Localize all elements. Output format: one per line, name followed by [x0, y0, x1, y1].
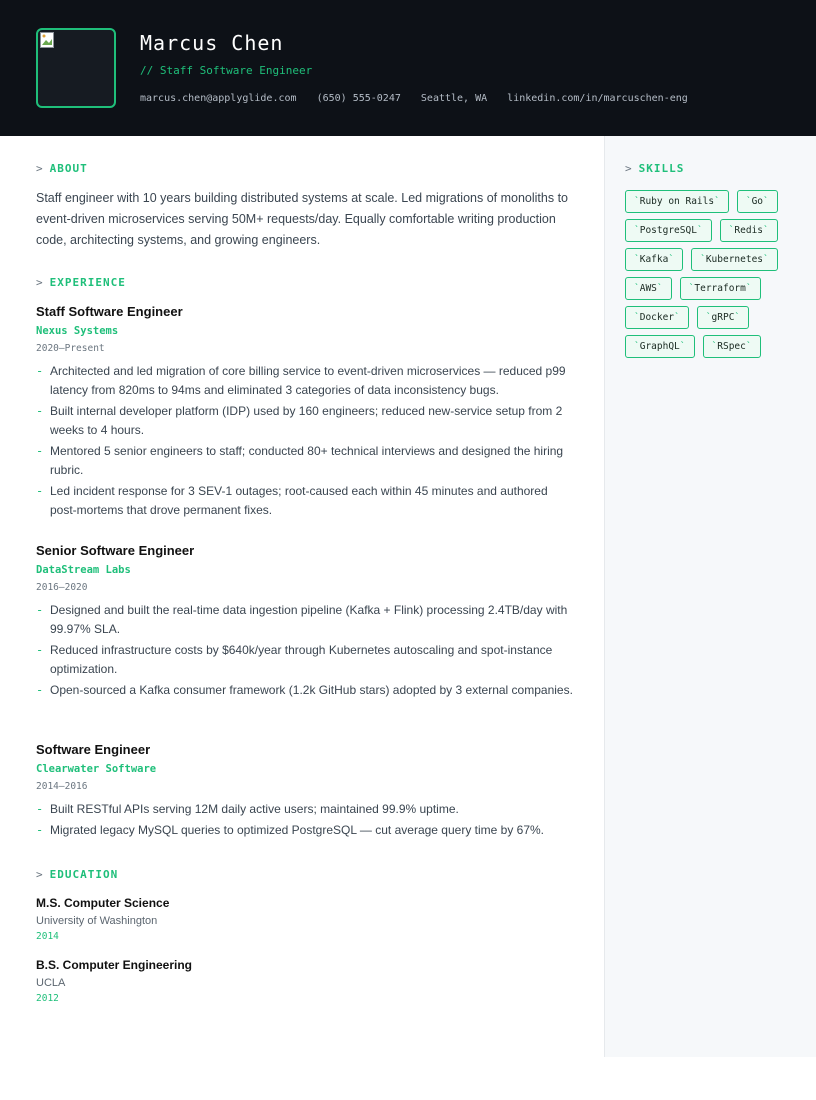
bullet-item: [36, 442, 576, 480]
skill-tag: `Docker`: [625, 306, 689, 329]
prompt-glyph: >: [625, 162, 633, 175]
skill-tag: `Kubernetes`: [691, 248, 778, 271]
bullet-text: Migrated legacy MySQL queries to optimized PostgreSQL — cut average query time by 67%.: [50, 823, 545, 837]
dash-icon: -: [36, 802, 44, 816]
job-title: Staff Software Engineer: [36, 304, 183, 319]
job-entry: [36, 742, 576, 842]
bullet-text: Open-sourced a Kafka consumer framework (1.2k GitHub stars) adopted by 3 external companies.: [50, 683, 573, 697]
bullet-text: Reduced infrastructure costs by $640k/year through Kubernetes autoscaling and spot-instance optimization.: [50, 643, 553, 676]
job-company: Nexus Systems: [36, 325, 119, 337]
skill-tag: `Ruby on Rails`: [625, 190, 729, 213]
edu-school: UCLA: [36, 977, 66, 989]
dash-icon: -: [36, 603, 44, 617]
edu-year: 2014: [36, 931, 59, 942]
bullet-item: [36, 821, 576, 840]
skill-tag: `GraphQL`: [625, 335, 695, 358]
bullet-item: [36, 402, 576, 440]
sidebar: [604, 136, 816, 1057]
education-entry: [36, 896, 576, 942]
bullet-text: Built RESTful APIs serving 12M daily active users; maintained 99.9% uptime.: [50, 802, 459, 816]
edu-school: University of Washington: [36, 915, 158, 927]
section-label: EXPERIENCE: [49, 276, 126, 289]
skill-tag: `Terraform`: [680, 277, 761, 300]
bullet-text: Architected and led migration of core billing service to event-driven microservices — reduced p99 latency from 820ms to 94ms and eliminated 3 categories of data inconsistency bugs.: [50, 364, 566, 397]
job-dates: 2016–2020: [36, 582, 88, 593]
candidate-role: // Staff Software Engineer: [140, 64, 313, 77]
bullet-item: [36, 800, 576, 819]
job-dates: 2014–2016: [36, 781, 88, 792]
contact-linkedin[interactable]: linkedin.com/in/marcuschen-eng: [507, 93, 688, 104]
job-entry: [36, 543, 576, 702]
prompt-glyph: >: [36, 276, 44, 289]
job-entry: [36, 304, 576, 522]
skills-list: [625, 190, 795, 358]
section-label: EDUCATION: [49, 868, 119, 881]
job-dates: 2020–Present: [36, 343, 105, 354]
contact-email[interactable]: marcus.chen@applyglide.com: [140, 93, 297, 104]
dash-icon: -: [36, 404, 44, 418]
section-title-education: [36, 868, 118, 881]
edu-degree: B.S. Computer Engineering: [36, 958, 193, 972]
dash-icon: -: [36, 484, 44, 498]
prompt-glyph: >: [36, 162, 44, 175]
section-title-skills: [625, 162, 684, 175]
job-company: Clearwater Software: [36, 763, 157, 775]
profile-photo: [36, 28, 116, 108]
edu-year: 2012: [36, 993, 59, 1004]
skill-tag: `Redis`: [720, 219, 778, 242]
section-title-experience: [36, 276, 126, 289]
candidate-name: Marcus Chen: [140, 31, 284, 55]
broken-image-icon: [40, 32, 54, 48]
edu-degree: M.S. Computer Science: [36, 896, 170, 910]
dash-icon: -: [36, 823, 44, 837]
job-bullets: [36, 362, 576, 520]
job-bullets: [36, 601, 576, 700]
dash-icon: -: [36, 643, 44, 657]
job-company: DataStream Labs: [36, 564, 131, 576]
bullet-text: Built internal developer platform (IDP) used by 160 engineers; reduced new-service setup from 2 weeks to 4 hours.: [50, 404, 563, 437]
skill-tag: `RSpec`: [703, 335, 761, 358]
job-title: Software Engineer: [36, 742, 151, 757]
resume-header: [0, 0, 816, 136]
education-entry: [36, 958, 576, 1004]
about-text: Staff engineer with 10 years building distributed systems at scale. Led migrations of monoliths to event-driven microservices serving 50M+ requests/day. Equally comfortable writing production code, architecting systems, and growing engineers.: [36, 191, 568, 247]
dash-icon: -: [36, 444, 44, 458]
job-bullets: [36, 800, 576, 840]
skill-tag: `Kafka`: [625, 248, 683, 271]
skill-tag: `PostgreSQL`: [625, 219, 712, 242]
skill-tag: `AWS`: [625, 277, 672, 300]
bullet-text: Designed and built the real-time data ingestion pipeline (Kafka + Flink) processing 2.4TB/day with 99.97% SLA.: [50, 603, 568, 636]
section-title-about: [36, 162, 88, 175]
contact-line: [140, 93, 702, 104]
prompt-glyph: >: [36, 868, 44, 881]
bullet-item: [36, 681, 576, 700]
bullet-text: Led incident response for 3 SEV-1 outages; root-caused each within 45 minutes and authored post-mortems that drove permanent fixes.: [50, 484, 548, 517]
dash-icon: -: [36, 683, 44, 697]
section-label: ABOUT: [49, 162, 88, 175]
bullet-item: [36, 482, 576, 520]
bullet-item: [36, 601, 576, 639]
dash-icon: -: [36, 364, 44, 378]
bullet-text: Mentored 5 senior engineers to staff; conducted 80+ technical interviews and designed the hiring rubric.: [50, 444, 564, 477]
skill-tag: `Go`: [737, 190, 778, 213]
bullet-item: [36, 362, 576, 400]
contact-location: Seattle, WA: [420, 93, 488, 104]
skill-tag: `gRPC`: [697, 306, 749, 329]
contact-phone[interactable]: (650) 555-0247: [316, 93, 401, 104]
bullet-item: [36, 641, 576, 679]
job-title: Senior Software Engineer: [36, 543, 195, 558]
section-label: SKILLS: [638, 162, 685, 175]
